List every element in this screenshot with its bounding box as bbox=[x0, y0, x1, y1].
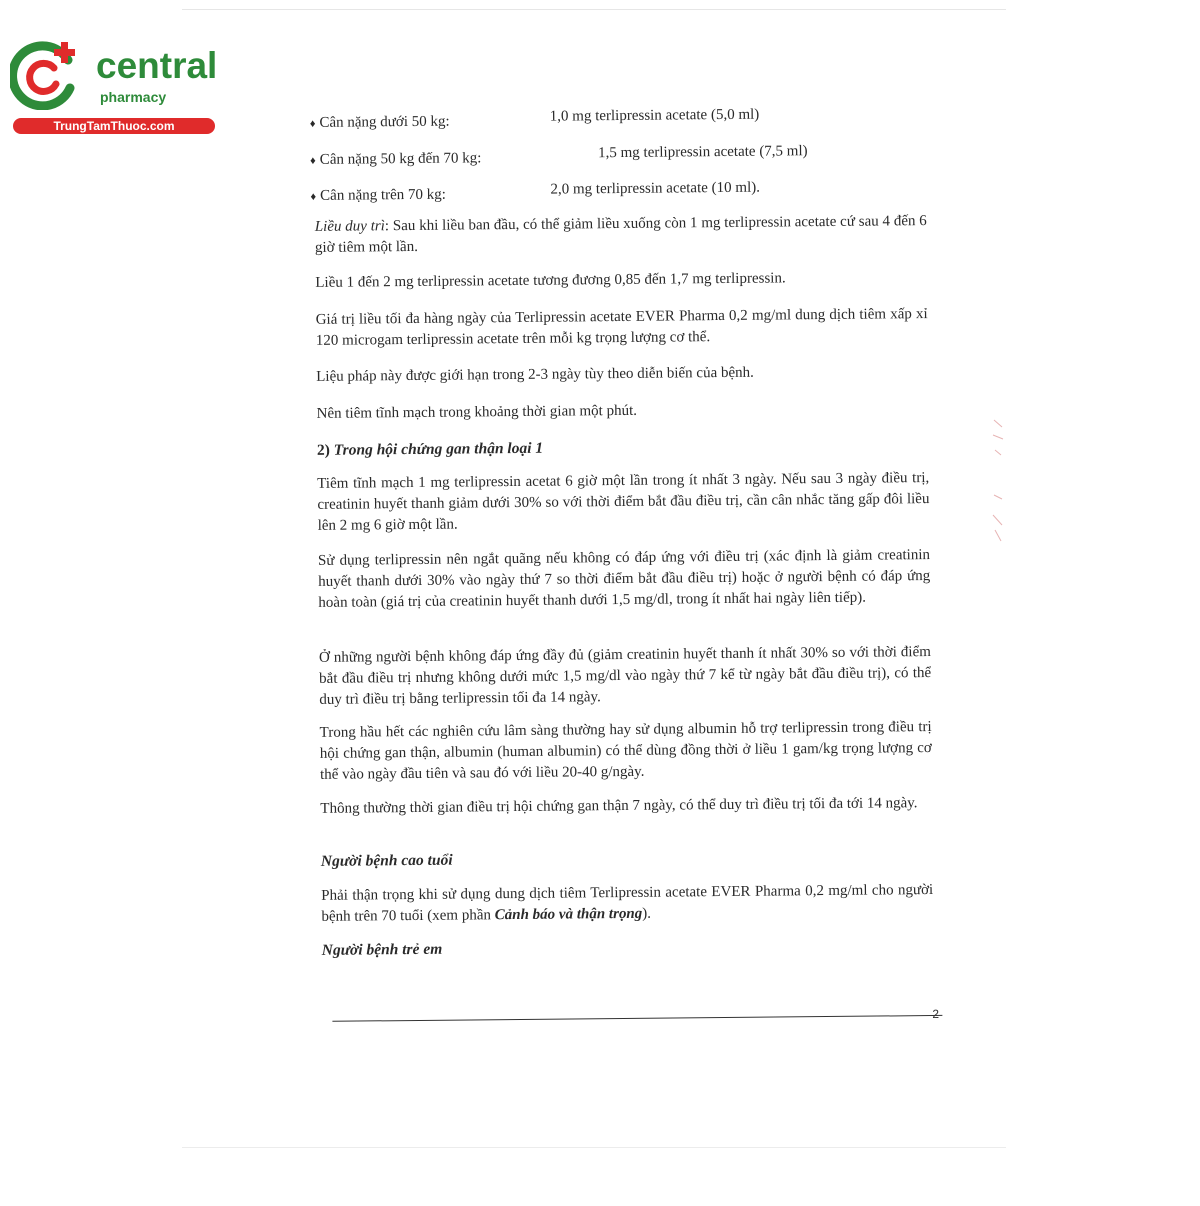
logo-wordmark: central bbox=[96, 45, 218, 86]
section-2-heading bbox=[317, 439, 543, 461]
equivalence-paragraph: Liều 1 đến 2 mg terlipressin acetate tương đương 0,85 đến 1,7 mg terlipressin. bbox=[315, 270, 786, 291]
logo-url-badge[interactable]: TrungTamThuoc.com bbox=[13, 118, 215, 134]
dose-label: Cân nặng trên 70 kg: bbox=[320, 186, 446, 204]
dose-row-over-70kg bbox=[310, 186, 446, 206]
elderly-text-end: ). bbox=[642, 905, 652, 922]
elderly-paragraph bbox=[321, 880, 933, 928]
dose-row-50-70kg bbox=[310, 149, 481, 170]
dose-value: 2,0 mg terlipressin acetate (10 ml). bbox=[550, 179, 761, 198]
duration-paragraph: Liệu pháp này được giới hạn trong 2-3 ngày tùy theo diễn biến của bệnh. bbox=[316, 364, 754, 385]
section-2-paragraph: Tiêm tĩnh mạch 1 mg terlipressin acetat 6 giờ một lần trong ít nhất 3 ngày. Nếu sau 3 ngày điều trị, creatinin huyết thanh giảm dưới 30% so với thời điểm bắt đầu điều trị, cần cân nhắc tăng gấp đôi liều lên 2 mg 6 giờ một lần. bbox=[317, 470, 930, 534]
section-title: Trong hội chứng gan thận loại 1 bbox=[333, 439, 544, 459]
dose-row-under-50kg bbox=[310, 113, 450, 133]
margin-stamp-mark bbox=[990, 415, 1006, 545]
pediatric-heading: Người bệnh trẻ em bbox=[321, 940, 443, 959]
section-2-paragraph: Ở những người bệnh không đáp ứng đầy đủ (giảm creatinin huyết thanh ít nhất 30% so với thời điểm bắt đầu điều trị nhưng không dưới mức 1,5 mg/dl vào ngày thứ 7 kể từ ngày bắt đầu điều trị), có thể duy trì điều trị bằng terlipressin tối đa 14 ngày. bbox=[318, 644, 932, 708]
maintenance-paragraph bbox=[315, 211, 927, 259]
elderly-heading: Người bệnh cao tuổi bbox=[320, 851, 453, 870]
elderly-text: Phải thận trọng khi sử dụng dung dịch tiêm Terlipressin acetate EVER Pharma 0,2 mg/ml cho người bệnh trên 70 tuổi (xem phần bbox=[321, 882, 934, 925]
footer-rule bbox=[332, 1015, 942, 1022]
section-2-paragraph: Thông thường thời gian điều trị hội chứng gan thận 7 ngày, có thể duy trì điều trị tối đa tới 14 ngày. bbox=[320, 795, 918, 817]
dose-label: Cân nặng dưới 50 kg: bbox=[319, 113, 450, 131]
section-2-paragraph: Sử dụng terlipressin nên ngắt quãng nếu không có đáp ứng với điều trị (xác định là giảm creatinin huyết thanh dưới 30% vào ngày thứ 7 so thời điểm bắt đầu điều trị) hoặc ở người bệnh có đáp ứng hoàn toàn (giá trị của creatinin huyết thanh dưới 1,5 mg/dl, trong ít nhất hai ngày liên tiếp). bbox=[317, 547, 931, 611]
max-dose-paragraph: Giá trị liều tối đa hàng ngày của Terlipressin acetate EVER Pharma 0,2 mg/ml dung dịch tiêm xấp xỉ 120 microgam terlipressin acetate trên mỗi kg trọng lượng cơ thể. bbox=[315, 306, 928, 349]
section-2-paragraph: Trong hầu hết các nghiên cứu lâm sàng thường hay sử dụng albumin hỗ trợ terlipressin trong điều trị hội chứng gan thận, albumin (human albumin) có thể dùng đồng thời ở liều 1 gam/kg trọng lượng cơ thể vào ngày đầu tiên và sau đó với liều 20-40 g/ngày. bbox=[319, 719, 932, 783]
section-number: 2) bbox=[316, 441, 330, 459]
maintenance-text: : Sau khi liều ban đầu, có thể giảm liều xuống còn 1 mg terlipressin acetate cứ sau 4 đến 6 giờ tiêm một lần. bbox=[314, 213, 927, 256]
dose-label: Cân nặng 50 kg đến 70 kg: bbox=[319, 150, 482, 168]
diamond-bullet-icon: ♦ bbox=[309, 117, 316, 130]
warnings-reference: Cảnh báo và thận trọng bbox=[494, 905, 643, 924]
page-number: 2 bbox=[932, 1006, 940, 1022]
dose-value: 1,5 mg terlipressin acetate (7,5 ml) bbox=[598, 143, 808, 162]
injection-time-paragraph: Nên tiêm tĩnh mạch trong khoảng thời gian một phút. bbox=[316, 402, 638, 422]
logo-subtitle: pharmacy bbox=[100, 89, 167, 105]
diamond-bullet-icon: ♦ bbox=[310, 154, 316, 167]
dose-value: 1,0 mg terlipressin acetate (5,0 ml) bbox=[549, 106, 760, 125]
diamond-bullet-icon: ♦ bbox=[310, 190, 317, 203]
maintenance-label: Liều duy trì bbox=[314, 218, 385, 235]
